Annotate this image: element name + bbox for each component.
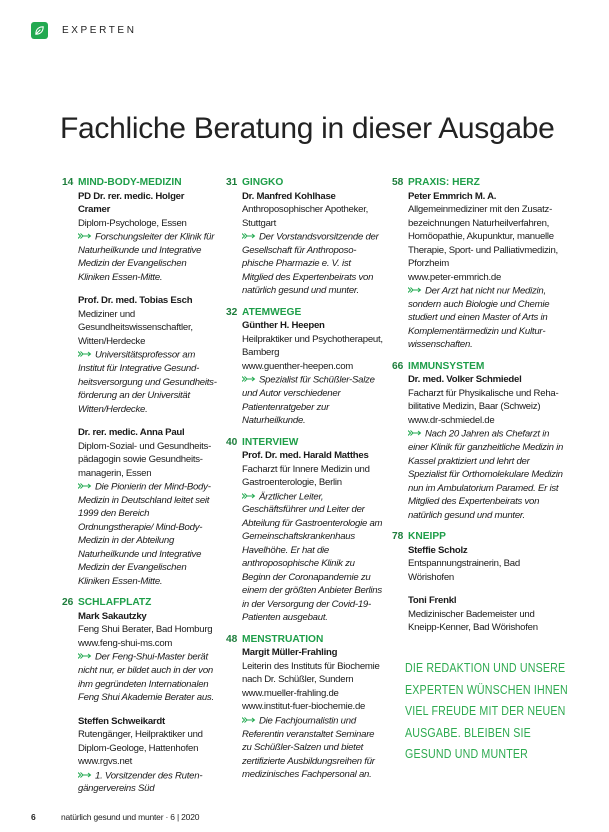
expert-bio [78, 650, 218, 704]
expert-bio-text: Nach 20 Jahren als Chefarzt in einer Klinik für ganzheitliche Medizin in Kassel praktiziert und lehrt der Spezialist für Orthomolekulare Medizin nun im Ambulatorium Paramed. Er ist Mitglied des Expertenbeirats von natürlich gesund und munter. [408, 428, 564, 521]
footer [31, 812, 331, 824]
expert-website[interactable]: www.guenther-heepen.com [242, 360, 354, 372]
leaf-logo-icon [31, 22, 48, 39]
expert-website[interactable]: www.mueller-frahling.de [242, 687, 339, 699]
expert-info: Medizinischer Bademeister und Kneipp-Kenner, Bad Wörishofen [408, 608, 538, 634]
expert-bio-text: Der Feng-Shui-Master berät nicht nur, er bildet auch in der von ihm gegründeten Internationalen Feng Shui Akademie Berater aus. [78, 651, 214, 704]
topic-title: KNEIPP [408, 531, 446, 543]
expert-entry [408, 544, 564, 585]
expert-info: Facharzt für Innere Medizin und Gastroenterologie, Berlin [242, 463, 370, 489]
arrow-bullet-icon [408, 427, 425, 441]
topic-title: SCHLAFPLATZ [78, 597, 152, 609]
expert-info: Entspannungstrainerin, Bad Wörishofen [408, 558, 520, 583]
arrow-bullet-icon [408, 284, 425, 298]
expert-name: Dr. rer. medic. Anna Paul [78, 427, 185, 439]
expert-entry [242, 646, 384, 781]
page-ref: 40 [226, 436, 238, 448]
topic-section [62, 176, 218, 588]
expert-info: Rutengänger, Heilpraktiker und Diplom-Geologe, Hattenhofen [78, 729, 203, 754]
topic-header [226, 436, 384, 450]
page-ref: 14 [62, 177, 74, 188]
page-ref: 66 [392, 360, 404, 372]
expert-name: Toni Frenkl [408, 595, 457, 607]
expert-info: Leiterin des Instituts für Biochemie nach Dr. Schüßler, Sundern [242, 660, 380, 686]
expert-bio-text: Ärztlicher Leiter, Geschäftsführer und Leiter der Abteilung für Gastroenterologie am Gemeinschaftskrankenhaus Havelhöhe. Er hat die anthroposophische Klinik zu Beginn der Coronapandemie zu einem der größten Anbieter Berlins in der Versorgung der Covid-19-Patienten ausgebaut. [242, 490, 383, 624]
expert-bio-text: Die Fachjournalistin und Referentin veranstaltet Seminare zu Schüßler-Salzen und bietet zertifizierte Ausbildungsreihen für medizinisches Fachpersonal an. [242, 715, 375, 781]
page-ref: 32 [226, 306, 238, 318]
expert-name: PD Dr. rer. medic. Holger Cramer [78, 190, 185, 215]
expert-entry [242, 190, 384, 298]
expert-entry [78, 294, 218, 416]
expert-bio [242, 230, 384, 298]
topic-body [226, 319, 384, 427]
arrow-bullet-icon [78, 769, 95, 783]
page-title: Fachliche Beratung in dieser Ausgabe [60, 112, 555, 145]
topic-title: GINGKO [242, 177, 284, 188]
expert-bio [78, 480, 218, 588]
expert-name: Dr. med. Volker Schmiedel [408, 374, 522, 386]
column-2 [226, 176, 384, 790]
expert-info: Allgemeinmediziner mit den Zusatzbezeichnungen Naturheilverfahren, Homöopathie, Akupunktur, manuelle Therapie, Sport- und Palliativmedizin, Pforzheim [408, 204, 558, 269]
topic-header [226, 306, 384, 320]
expert-info: Diplom-Psychologe, Essen [78, 217, 187, 229]
expert-name: Dr. Manfred Kohlhase [242, 190, 336, 202]
expert-entry [78, 426, 218, 588]
expert-bio-text: Die Pionierin der Mind-Body-Medizin in Deutschland leitet seit 1999 den Bereich Ordnungstherapie/ Mind-Body-Medizin in der Abteilung Naturheilkunde und Integrative Medizin der Evangelischen Kliniken Essen-Mitte. [78, 481, 211, 587]
expert-info: Feng Shui Berater, Bad Homburg [78, 624, 213, 636]
page-ref: 26 [62, 597, 74, 609]
topic-section [226, 176, 384, 298]
topic-body [392, 544, 564, 635]
editorial-note: DIE REDAKTION UND UNSERE EXPERTEN WÜNSCHEN IHNEN VIEL FREUDE MIT DER NEUEN AUSGABE. BLEIBEN SIE GESUND UND MUNTER [405, 660, 568, 761]
arrow-bullet-icon [78, 230, 95, 244]
expert-entry [78, 610, 218, 705]
expert-name: Peter Emmrich M. A. [408, 190, 497, 202]
expert-bio [408, 427, 564, 522]
expert-name: Prof. Dr. med. Harald Matthes [242, 450, 369, 462]
arrow-bullet-icon [78, 480, 95, 494]
topic-section [226, 633, 384, 782]
page-number: 6 [31, 812, 36, 822]
topic-section [226, 436, 384, 625]
topic-body [226, 646, 384, 781]
topic-body [226, 190, 384, 298]
topic-section [392, 176, 564, 352]
expert-entry [78, 715, 218, 796]
expert-bio [408, 284, 564, 352]
page-ref: 58 [392, 177, 404, 188]
magazine-issue: natürlich gesund und munter · 6 | 2020 [61, 812, 200, 822]
expert-website[interactable]: www.dr-schmiedel.de [408, 414, 495, 426]
topic-header [226, 633, 384, 647]
topic-title: IMMUNSYSTEM [408, 360, 485, 372]
expert-name: Margit Müller-Frahling [242, 647, 338, 659]
topic-section [392, 530, 564, 635]
expert-name: Steffen Schweikardt [78, 715, 165, 727]
expert-website[interactable]: www.peter-emmrich.de [408, 271, 502, 283]
expert-entry [78, 190, 218, 285]
expert-name: Prof. Dr. med. Tobias Esch [78, 295, 193, 307]
topic-section [392, 360, 564, 522]
arrow-bullet-icon [242, 230, 259, 244]
expert-name: Mark Sakautzky [78, 610, 147, 622]
topic-body [392, 373, 564, 522]
topic-header [226, 176, 384, 190]
expert-bio-text: Der Arzt hat nicht nur Medizin, sondern auch Biologie und Chemie studiert und einen Master of Arts in Komplementärmedizin und Kulturwissenschaften. [408, 285, 550, 351]
expert-name: Günther H. Heepen [242, 320, 325, 332]
expert-bio [78, 348, 218, 416]
column-1 [62, 176, 218, 804]
expert-info: Heilpraktiker und Psychotherapeut, Bamberg [242, 333, 383, 359]
expert-info: Facharzt für Physikalische und Rehabilitative Medizin, Baar (Schweiz) [408, 387, 559, 413]
topic-title: MIND-BODY-MEDIZIN [78, 177, 182, 188]
topic-header [62, 596, 218, 610]
arrow-bullet-icon [78, 348, 95, 362]
expert-bio-text: Spezialist für Schüßler-Salze und Autor verschiedener Patientenratgeber zur Naturheilkunde. [242, 374, 375, 427]
expert-bio-text: 1. Vorsitzender des Rutengängervereins Süd [78, 769, 203, 795]
topic-section [62, 596, 218, 796]
topic-title: PRAXIS: HERZ [408, 177, 480, 188]
expert-bio-text: Universitätsprofessor am Institut für Integrative Gesundheitsversorgung und Gesundheitsförderung an der Universität Witten/Herdecke. [78, 349, 217, 415]
expert-info: Diplom-Sozial- und Gesundheitspädagogin sowie Gesundheitsmanagerin, Essen [78, 440, 212, 479]
expert-website[interactable]: www.feng-shui-ms.com [78, 637, 173, 649]
page-ref: 31 [226, 177, 238, 188]
topic-section [226, 306, 384, 428]
topic-body [62, 610, 218, 796]
expert-bio-text: Forschungsleiter der Klinik für Naturheilkunde und Integrative Medizin der Evangelischen Kliniken Essen-Mitte. [78, 231, 215, 283]
expert-entry [408, 373, 564, 522]
expert-entry [242, 449, 384, 625]
topic-body [62, 190, 218, 589]
expert-entry [408, 190, 564, 352]
expert-website[interactable]: www.rgvs.net [78, 756, 133, 768]
expert-bio [242, 373, 384, 427]
arrow-bullet-icon [78, 650, 95, 664]
topic-header [392, 530, 564, 544]
topic-title: INTERVIEW [242, 436, 299, 448]
expert-bio [242, 714, 384, 782]
expert-name: Steffie Scholz [408, 544, 468, 556]
expert-bio [78, 230, 218, 284]
section-label: EXPERTEN [62, 25, 137, 36]
expert-entry [408, 594, 564, 635]
expert-bio-text: Der Vorstandsvorsitzende der Gesellschaft für Anthroposophische Pharmazie e. V. ist Mitglied des Expertenbeirats von natürlich gesund und munter. [242, 231, 379, 297]
expert-bio [78, 769, 218, 796]
topic-body [226, 449, 384, 625]
arrow-bullet-icon [242, 490, 259, 504]
arrow-bullet-icon [242, 714, 259, 728]
topic-header [392, 360, 564, 374]
expert-entry [242, 319, 384, 427]
topic-title: MENSTRUATION [242, 633, 324, 645]
topic-header [62, 176, 218, 190]
arrow-bullet-icon [242, 373, 259, 387]
topic-title: ATEMWEGE [242, 306, 302, 318]
page-ref: 48 [226, 633, 238, 645]
topic-body [392, 190, 564, 352]
topic-header [392, 176, 564, 190]
column-3 [392, 176, 564, 643]
page-ref: 78 [392, 531, 404, 543]
expert-bio [242, 490, 384, 625]
expert-info: Anthroposophischer Apotheker, Stuttgart [242, 204, 369, 229]
expert-website[interactable]: www.institut-fuer-biochemie.de [242, 701, 366, 713]
expert-info: Mediziner und Gesundheitswissenschaftler, Witten/Herdecke [78, 308, 193, 347]
